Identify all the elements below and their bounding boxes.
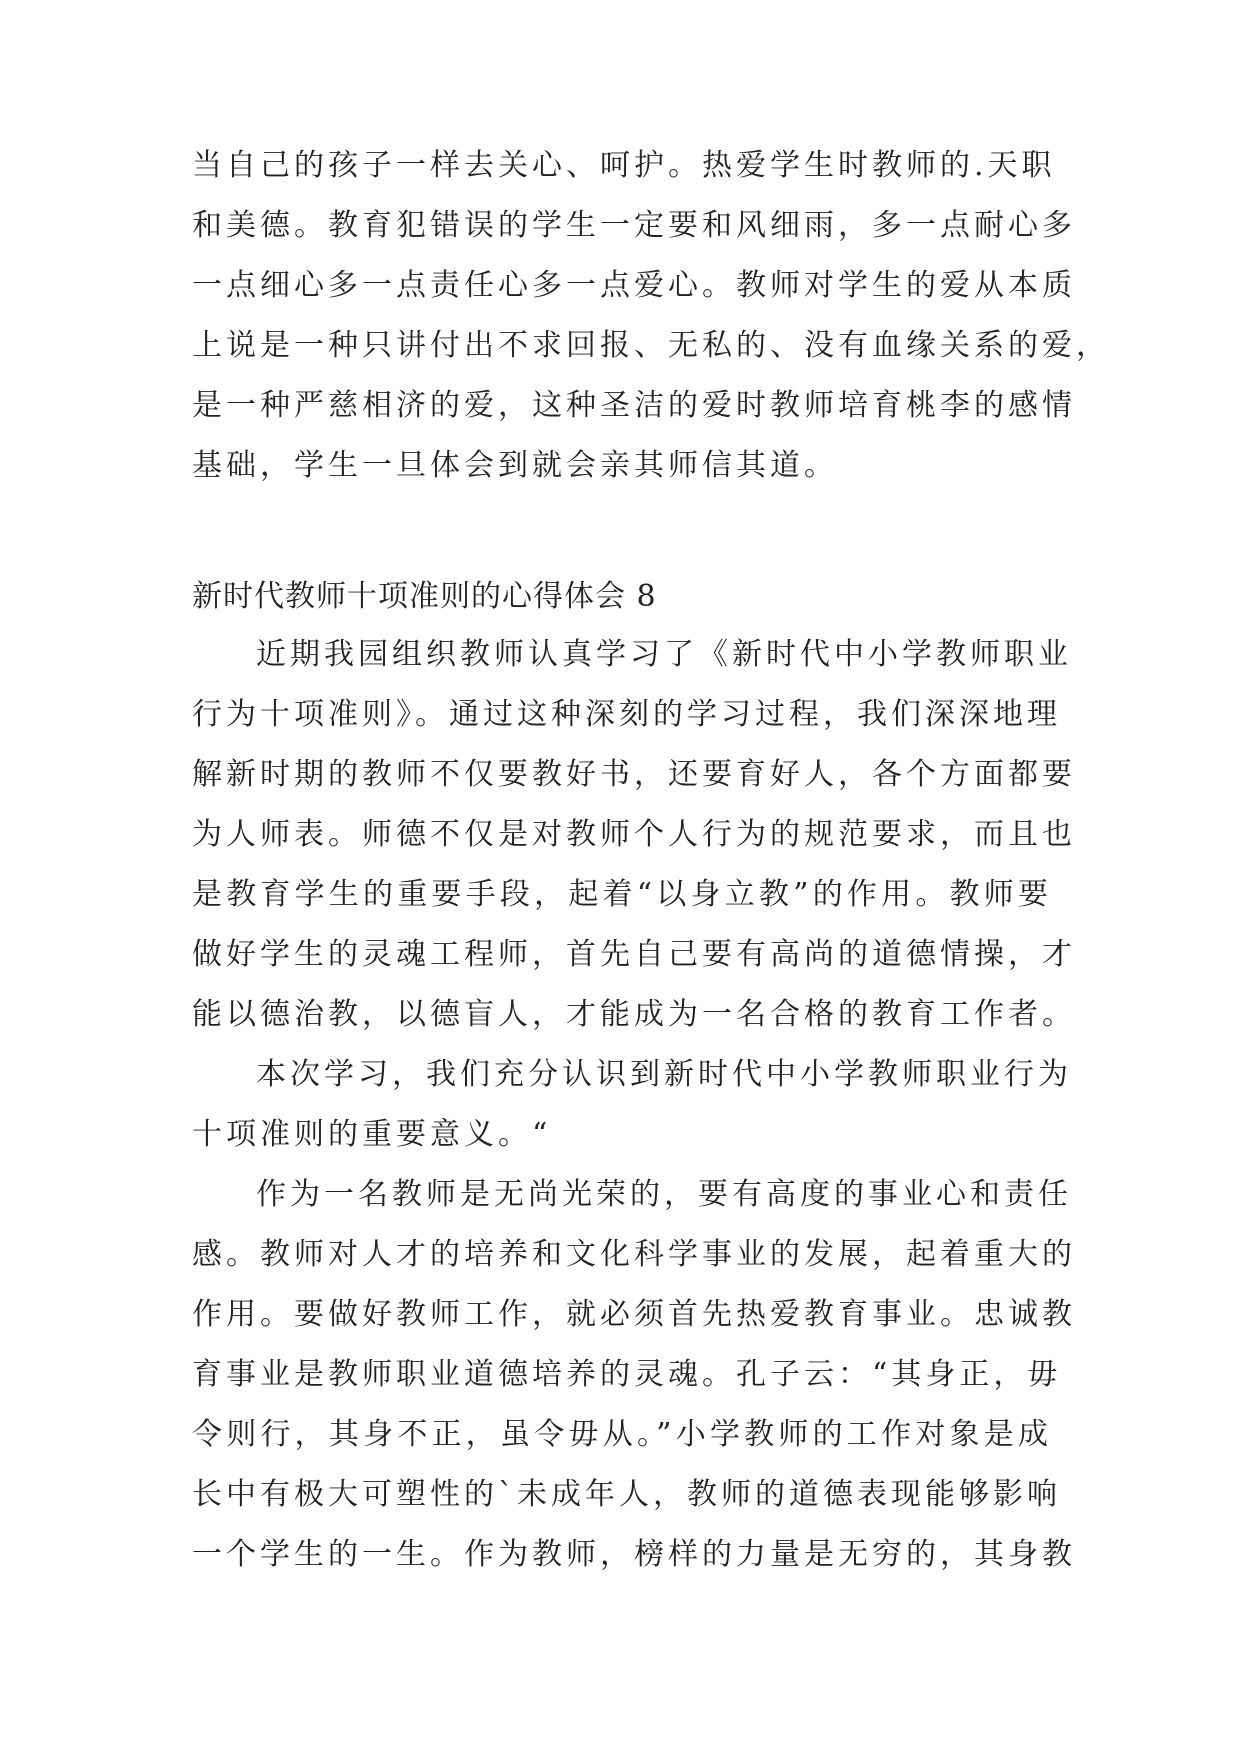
text-line: 为人师表。师德不仅是对教师个人行为的规范要求，而且也	[192, 817, 1076, 852]
text-line: 长中有极大可塑性的`未成年人，教师的道德表现能够影响	[192, 1477, 1061, 1512]
text-line: 令则行，其身不正，虽令毋从。”小学教师的工作对象是成	[192, 1417, 1052, 1452]
text-line: 育事业是教师职业道德培养的灵魂。孔子云：“其身正，毋	[192, 1357, 1062, 1392]
text-line: 上说是一种只讲付出不求回报、无私的、没有血缘关系的爱，	[192, 328, 1110, 363]
text-line: 基础，学生一旦体会到就会亲其师信其道。	[192, 448, 838, 483]
text-line: 做好学生的灵魂工程师，首先自己要有高尚的道德情操，才	[192, 937, 1076, 972]
text-line: 行为十项准则》。通过这种深刻的学习过程，我们深深地理	[192, 697, 1061, 732]
paragraph-3	[192, 1165, 1076, 1585]
text-line: 十项准则的重要意义。“	[192, 1117, 552, 1152]
paragraph-2	[192, 1045, 1072, 1165]
text-line: 和美德。教育犯错误的学生一定要和风细雨，多一点耐心多	[192, 208, 1076, 243]
text-line: 一点细心多一点责任心多一点爱心。教师对学生的爱从本质	[192, 268, 1076, 303]
text-line: 作用。要做好教师工作，就必须首先热爱教育事业。忠诚教	[192, 1297, 1076, 1332]
text-line: 是教育学生的重要手段，起着“以身立教”的作用。教师要	[192, 877, 1052, 912]
text-line: 近期我园组织教师认真学习了《新时代中小学教师职业	[256, 637, 1072, 672]
text-line: 解新时期的教师不仅要教好书，还要育好人，各个方面都要	[192, 757, 1076, 792]
text-line: 感。教师对人才的培养和文化科学事业的发展，起着重大的	[192, 1237, 1076, 1272]
text-line: 能以德治教，以德盲人，才能成为一名合格的教育工作者。	[192, 997, 1076, 1032]
text-line: 一个学生的一生。作为教师，榜样的力量是无穷的，其身教	[192, 1537, 1076, 1572]
section-heading: 新时代教师十项准则的心得体会 8	[192, 579, 657, 614]
text-line: 是一种严慈相济的爱，这种圣洁的爱时教师培育桃李的感情	[192, 388, 1076, 423]
text-line: 作为一名教师是无尚光荣的，要有高度的事业心和责任	[256, 1177, 1072, 1212]
continuation-paragraph	[192, 136, 1110, 496]
paragraph-1	[192, 625, 1076, 1045]
text-line: 当自己的孩子一样去关心、呵护。热爱学生时教师的.天职	[192, 148, 1056, 183]
text-line: 本次学习，我们充分认识到新时代中小学教师职业行为	[256, 1057, 1072, 1092]
